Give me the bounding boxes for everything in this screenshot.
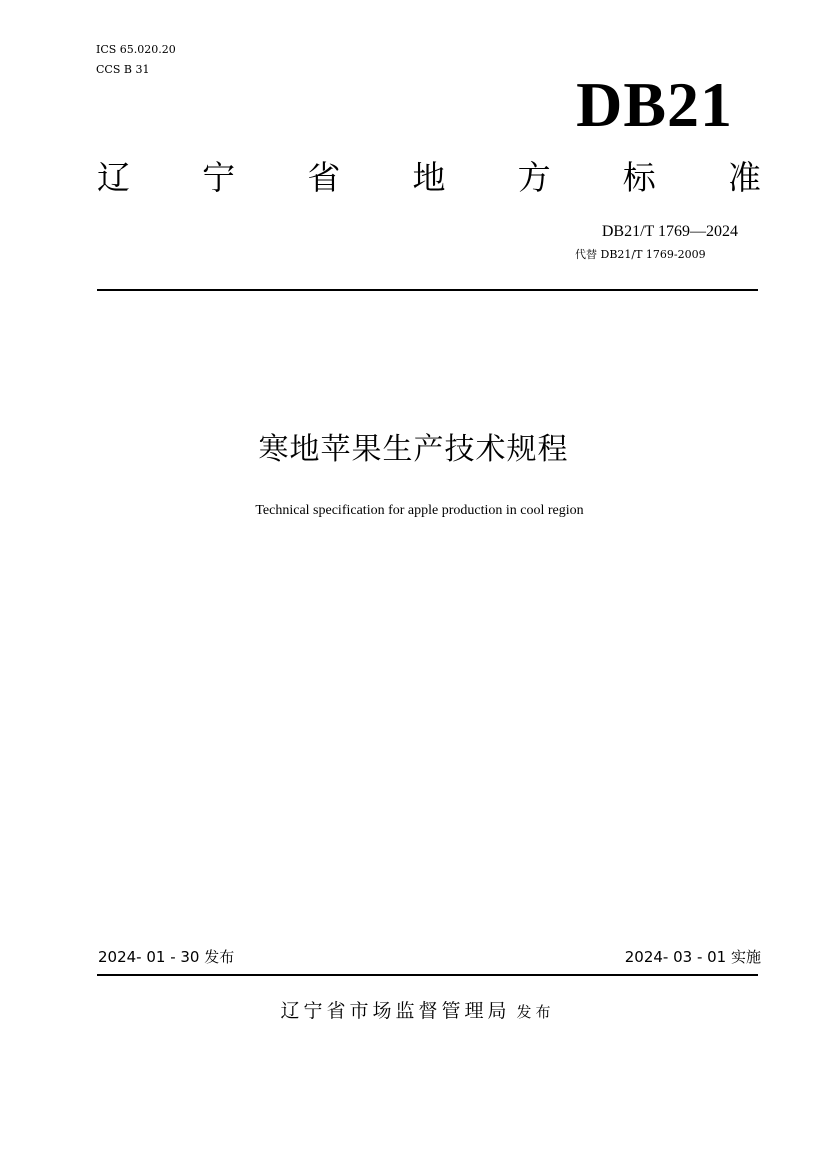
document-title: 寒地苹果生产技术规程: [258, 432, 569, 467]
footer-divider: [97, 974, 758, 976]
ccs-code: CCS B 31: [96, 63, 150, 76]
db21-logo: DB21: [576, 69, 733, 140]
replaces-standard: 代替 DB21/T 1769-2009: [575, 248, 706, 261]
standard-type-heading: [97, 156, 761, 200]
issuing-authority: 辽宁省市场监督管理局: [280, 1000, 511, 1022]
standard-type-char: 宁: [202, 158, 236, 197]
standard-type-char: 标: [622, 158, 656, 197]
standard-type-char: 方: [517, 158, 551, 197]
issuer-action: 发布: [516, 1003, 555, 1021]
ics-code: ICS 65.020.20: [96, 43, 176, 56]
standard-number: DB21/T 1769—2024: [601, 223, 738, 240]
issuer-line: [0, 998, 815, 1025]
standard-type-char: 地: [412, 158, 446, 197]
standard-type-char: 准: [727, 158, 761, 197]
standard-type-char: 辽: [97, 158, 130, 197]
header-divider: [97, 289, 758, 291]
publication-date: 2024- 01 - 30 发布: [98, 948, 235, 966]
standard-type-char: 省: [307, 158, 341, 197]
implementation-date: 2024- 03 - 01 实施: [624, 948, 761, 966]
document-title-english: Technical specification for apple production in cool region: [255, 503, 584, 518]
